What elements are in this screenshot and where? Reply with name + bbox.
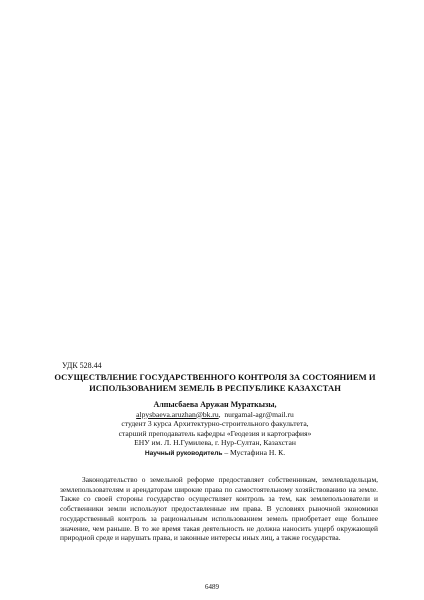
author-emails: alpysbaeva.aruzhan@bk.ru, nurgamal-agr@mail.ru xyxy=(136,409,294,419)
author-email-link[interactable]: alpysbaeva.aruzhan@bk.ru xyxy=(136,409,219,419)
author-block xyxy=(60,400,370,459)
page-number: 6489 xyxy=(205,583,219,591)
affiliation-student: студент 3 курса Архитектурно-строительного факультета, xyxy=(121,419,309,429)
supervisor-name: – Мустафина Н. К. xyxy=(224,447,286,457)
supervisor-line xyxy=(60,448,370,459)
paper-title xyxy=(50,372,380,394)
abstract-paragraph: Законодательство о земельной реформе предоставляет собственникам, землевладельцам, землепользователям и арендаторам широкие права по самостоятельному хозяйствованию на земле. Также со своей стороны государство осуществляет контроль за тем, как землепользователи и собственники земли используют предоставленные им права. В условиях рыночной экономики государственный контроль за рациональным использованием земель приобретает еще большее значение, чем раньше. В то же время такая деятельность не должна наносить ущерб окружающей природной среде и нарушать права, и законные интересы иных лиц, а также государства. xyxy=(60,475,378,543)
author-name: Алпысбаева Аружан Мураткызы, xyxy=(153,400,277,409)
supervisor-label: Научный руководитель xyxy=(144,449,223,457)
affiliation-teacher: старший преподаватель кафедры «Геодезия и картография» xyxy=(118,428,312,438)
udk-code: УДК 528.44 xyxy=(62,361,102,370)
affiliation-university: ЕНУ им. Л. Н.Гумилева, г. Нур-Султан, Казахстан xyxy=(134,438,296,448)
paper-title-line-2: ИСПОЛЬЗОВАНИЕМ ЗЕМЕЛЬ В РЕСПУБЛИКЕ КАЗАХСТАН xyxy=(89,383,341,393)
supervisor-email: nurgamal-agr@mail.ru xyxy=(224,409,294,419)
paper-title-line-1: ОСУЩЕСТВЛЕНИЕ ГОСУДАРСТВЕННОГО КОНТРОЛЯ ЗА СОСТОЯНИЕМ И xyxy=(54,372,376,382)
